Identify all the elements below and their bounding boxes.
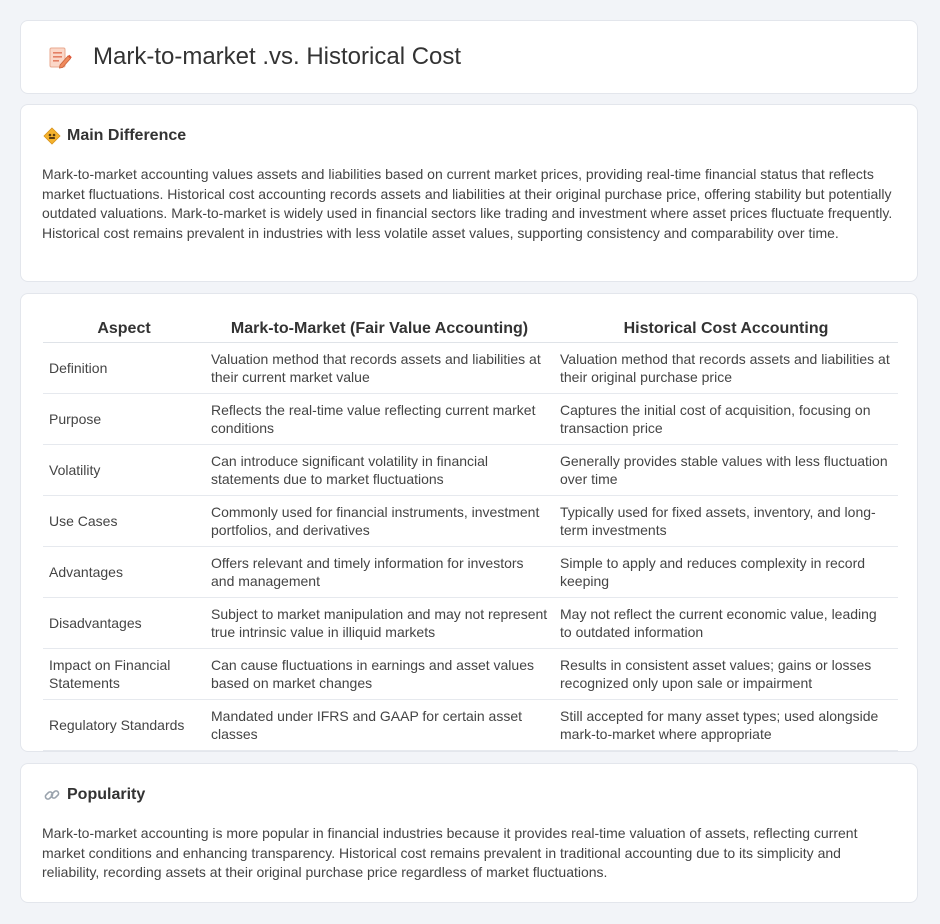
historical-cost-cell: Valuation method that records assets and liabilities at their original purchase price bbox=[554, 343, 898, 394]
header-mark-to-market: Mark-to-Market (Fair Value Accounting) bbox=[205, 314, 554, 343]
aspect-cell: Volatility bbox=[43, 445, 205, 496]
main-difference-text: Mark-to-market accounting values assets and liabilities based on current market prices, providing real-time financial status that reflects market fluctuations. Historical cost accounting records assets and liabilities at their original purchase price, offering stability but potentially outdated valuations. Mark-to-market is widely used in financial sectors like trading and investment where asset prices fluctuate frequently. Historical cost remains prevalent in industries with less volatile asset values, supporting consistency and comparability over time. bbox=[42, 166, 893, 241]
table-row bbox=[43, 445, 898, 496]
historical-cost-cell: Typically used for fixed assets, inventory, and long-term investments bbox=[554, 496, 898, 547]
table-row bbox=[43, 496, 898, 547]
header-aspect: Aspect bbox=[43, 314, 205, 343]
aspect-cell: Purpose bbox=[43, 394, 205, 445]
aspect-cell: Disadvantages bbox=[43, 598, 205, 649]
mark-to-market-cell: Offers relevant and timely information for investors and management bbox=[205, 547, 554, 598]
historical-cost-cell: Still accepted for many asset types; used alongside mark-to-market where appropriate bbox=[554, 700, 898, 751]
page-title: Mark-to-market .vs. Historical Cost bbox=[93, 43, 462, 70]
popularity-heading: Popularity bbox=[67, 786, 146, 803]
title-card bbox=[20, 20, 918, 94]
aspect-cell: Use Cases bbox=[43, 496, 205, 547]
mark-to-market-cell: Valuation method that records assets and liabilities at their current market value bbox=[205, 343, 554, 394]
aspect-cell: Definition bbox=[43, 343, 205, 394]
table-row bbox=[43, 598, 898, 649]
table-row bbox=[43, 394, 898, 445]
historical-cost-cell: May not reflect the current economic value, leading to outdated information bbox=[554, 598, 898, 649]
historical-cost-cell: Generally provides stable values with less fluctuation over time bbox=[554, 445, 898, 496]
historical-cost-cell: Results in consistent asset values; gains or losses recognized only upon sale or impairment bbox=[554, 649, 898, 700]
aspect-cell: Regulatory Standards bbox=[43, 700, 205, 751]
main-difference-heading: Main Difference bbox=[67, 127, 187, 144]
table-row bbox=[43, 547, 898, 598]
table-header-row bbox=[43, 314, 898, 343]
historical-cost-cell: Captures the initial cost of acquisition, focusing on transaction price bbox=[554, 394, 898, 445]
mark-to-market-cell: Commonly used for financial instruments, investment portfolios, and derivatives bbox=[205, 496, 554, 547]
table-row bbox=[43, 700, 898, 751]
mark-to-market-cell: Mandated under IFRS and GAAP for certain asset classes bbox=[205, 700, 554, 751]
comparison-table bbox=[43, 314, 898, 751]
main-difference-card bbox=[20, 104, 918, 282]
popularity-card bbox=[20, 763, 918, 903]
popularity-text: Mark-to-market accounting is more popular in financial industries because it provides real-time valuation of assets, reflecting current market conditions and enhancing transparency. Historical cost remains prevalent in traditional accounting due to its simplicity and reliability, recording assets at their original purchase price regardless of market fluctuations. bbox=[42, 825, 858, 881]
link-icon bbox=[43, 786, 61, 804]
aspect-cell: Advantages bbox=[43, 547, 205, 598]
comparison-table-card bbox=[20, 293, 918, 752]
mark-to-market-cell: Can cause fluctuations in earnings and asset values based on market changes bbox=[205, 649, 554, 700]
document-pencil-icon bbox=[45, 43, 73, 71]
diamond-sign-icon bbox=[43, 127, 61, 145]
table-row bbox=[43, 343, 898, 394]
historical-cost-cell: Simple to apply and reduces complexity in record keeping bbox=[554, 547, 898, 598]
mark-to-market-cell: Subject to market manipulation and may not represent true intrinsic value in illiquid markets bbox=[205, 598, 554, 649]
mark-to-market-cell: Can introduce significant volatility in financial statements due to market fluctuations bbox=[205, 445, 554, 496]
mark-to-market-cell: Reflects the real-time value reflecting current market conditions bbox=[205, 394, 554, 445]
table-row bbox=[43, 649, 898, 700]
aspect-cell: Impact on Financial Statements bbox=[43, 649, 205, 700]
header-historical-cost: Historical Cost Accounting bbox=[554, 314, 898, 343]
